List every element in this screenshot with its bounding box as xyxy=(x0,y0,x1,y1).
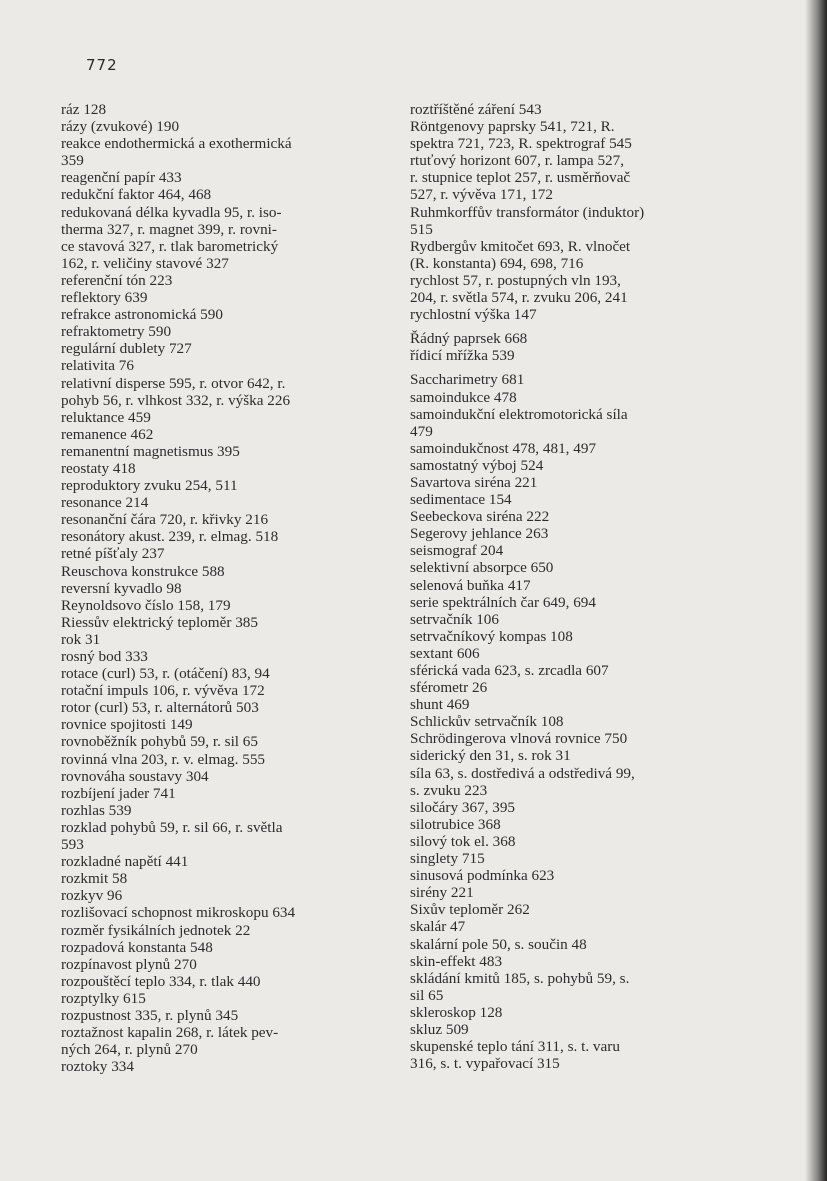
index-entry xyxy=(410,1038,734,1072)
index-entry xyxy=(61,819,381,853)
index-entry-line: rok 31 xyxy=(61,630,101,648)
index-entry-line: skalární pole 50, s. součin 48 xyxy=(410,935,587,953)
index-entry-line: samostatný výboj 524 xyxy=(410,456,544,474)
index-entry xyxy=(410,696,734,713)
index-entry-line: siločáry 367, 395 xyxy=(410,798,516,816)
index-entry-line: s. zvuku 223 xyxy=(410,781,488,799)
index-entry xyxy=(410,628,734,645)
index-entry xyxy=(410,559,734,576)
index-entry-line: rozkmit 58 xyxy=(61,870,128,888)
index-entry xyxy=(410,1021,734,1038)
index-entry-line: řídicí mřížka 539 xyxy=(410,347,515,365)
letter-section-gap xyxy=(410,364,734,371)
index-entry xyxy=(410,713,734,730)
index-entry xyxy=(410,918,734,935)
index-entry xyxy=(410,594,734,611)
page-number: 772 xyxy=(86,56,118,74)
index-entry xyxy=(61,357,381,374)
index-entry xyxy=(61,511,381,528)
index-entry-line: rozpadová konstanta 548 xyxy=(61,938,213,956)
index-entry-line: ných 264, r. plynů 270 xyxy=(61,1041,198,1059)
index-entry-line: seismograf 204 xyxy=(410,542,504,560)
index-entry-line: setrvačník 106 xyxy=(410,610,499,628)
index-entry xyxy=(410,936,734,953)
index-entry xyxy=(61,204,381,272)
index-entry-line: ráz 128 xyxy=(61,101,107,118)
index-entry xyxy=(410,101,734,118)
index-entry-line: skin-effekt 483 xyxy=(410,952,503,970)
index-entry-line: ce stavová 327, r. tlak barometrický xyxy=(61,237,279,255)
index-entry xyxy=(61,614,381,631)
index-entry xyxy=(410,799,734,816)
index-entry-line: regulární dublety 727 xyxy=(61,340,192,358)
index-entry-line: 162, r. veličiny stavové 327 xyxy=(61,254,229,272)
index-entry-line: 359 xyxy=(61,152,84,170)
index-entry xyxy=(61,101,381,118)
index-entry xyxy=(410,1004,734,1021)
index-entry-line: 515 xyxy=(410,220,433,238)
index-entry-line: Saccharimetry 681 xyxy=(410,371,525,389)
index-entry-line: sirény 221 xyxy=(410,884,474,902)
index-entry xyxy=(410,118,734,152)
index-entry-line: rozpouštěcí teplo 334, r. tlak 440 xyxy=(61,972,261,990)
index-entry-line: resonátory akust. 239, r. elmag. 518 xyxy=(61,528,279,546)
index-entry xyxy=(410,970,734,1004)
index-entry xyxy=(61,563,381,580)
index-entry xyxy=(61,853,381,870)
index-entry xyxy=(61,665,381,682)
index-entry xyxy=(410,867,734,884)
index-entry-line: sil 65 xyxy=(410,986,444,1004)
index-entry-line: samoindukční elektromotorická síla xyxy=(410,405,628,423)
index-entry-line: reflektory 639 xyxy=(61,289,148,307)
index-entry xyxy=(61,648,381,665)
index-entry xyxy=(410,306,734,323)
index-entry-line: singlety 715 xyxy=(410,850,485,868)
index-entry-line: rychlost 57, r. postupných vln 193, xyxy=(410,271,621,289)
index-entry-line: rázy (zvukové) 190 xyxy=(61,118,180,136)
index-entry xyxy=(410,953,734,970)
index-entry-line: rotační impuls 106, r. vývěva 172 xyxy=(61,682,265,700)
index-entry xyxy=(410,508,734,525)
index-entry xyxy=(61,631,381,648)
index-entry-line: silový tok el. 368 xyxy=(410,832,516,850)
index-entry xyxy=(61,186,381,203)
index-entry xyxy=(61,409,381,426)
index-entry xyxy=(61,699,381,716)
index-entry-line: síla 63, s. dostředivá a odstředivá 99, xyxy=(410,764,635,782)
index-entry xyxy=(61,1007,381,1024)
index-entry xyxy=(61,545,381,562)
index-entry xyxy=(61,494,381,511)
index-entry-line: referenční tón 223 xyxy=(61,271,173,289)
index-entry xyxy=(410,730,734,747)
index-entry-line: resonanční čára 720, r. křivky 216 xyxy=(61,511,269,529)
index-entry-line: rozptylky 615 xyxy=(61,989,146,1007)
index-entry-line: refraktometry 590 xyxy=(61,323,172,341)
index-entry-line: rovnoběžník pohybů 59, r. sil 65 xyxy=(61,733,258,751)
index-entry xyxy=(61,375,381,409)
index-entry-line: redukční faktor 464, 468 xyxy=(61,186,212,204)
index-entry xyxy=(61,289,381,306)
index-entry-line: siderický den 31, s. rok 31 xyxy=(410,747,571,765)
index-entry-line: Schlickův setrvačník 108 xyxy=(410,713,564,731)
index-entry-line: 479 xyxy=(410,422,433,440)
index-entry-line: skupenské teplo tání 311, s. t. varu xyxy=(410,1038,620,1056)
index-entry xyxy=(61,580,381,597)
index-entry xyxy=(61,460,381,477)
index-entry-line: relativní disperse 595, r. otvor 642, r. xyxy=(61,374,286,392)
index-entry xyxy=(61,426,381,443)
index-entry-line: reproduktory zvuku 254, 511 xyxy=(61,477,238,495)
index-entry-line: rozměr fysikálních jednotek 22 xyxy=(61,921,251,939)
index-entry xyxy=(410,747,734,764)
index-entry-line: setrvačníkový kompas 108 xyxy=(410,627,573,645)
index-entry-line: Sixův teploměr 262 xyxy=(410,901,530,919)
index-entry-line: Savartova siréna 221 xyxy=(410,473,538,491)
index-entry-line: rozpustnost 335, r. plynů 345 xyxy=(61,1006,239,1024)
index-entry-line: relativita 76 xyxy=(61,357,134,375)
index-entry xyxy=(61,956,381,973)
index-entry-line: samoindukce 478 xyxy=(410,388,517,406)
index-entry-line: rozbíjení jader 741 xyxy=(61,784,176,802)
index-entry xyxy=(410,850,734,867)
index-entry xyxy=(410,525,734,542)
index-entry-line: skalár 47 xyxy=(410,918,466,936)
index-entry xyxy=(410,611,734,628)
index-entry-line: rozkladné napětí 441 xyxy=(61,853,189,871)
index-entry-line: pohyb 56, r. vlhkost 332, r. výška 226 xyxy=(61,391,291,409)
index-entry xyxy=(61,528,381,545)
index-entry-line: Řádný paprsek 668 xyxy=(410,330,528,348)
index-entry xyxy=(61,306,381,323)
index-entry-line: remanence 462 xyxy=(61,425,154,443)
index-entry xyxy=(61,443,381,460)
index-entry-line: Röntgenovy paprsky 541, 721, R. xyxy=(410,118,615,136)
index-entry-line: shunt 469 xyxy=(410,696,470,714)
index-entry xyxy=(410,238,734,272)
index-entry-line: samoindukčnost 478, 481, 497 xyxy=(410,439,597,457)
index-entry xyxy=(61,904,381,921)
index-entry-line: Schrödingerova vlnová rovnice 750 xyxy=(410,730,628,748)
index-entry-line: r. stupnice teplot 257, r. usměrňovač xyxy=(410,169,631,187)
index-entry xyxy=(61,118,381,135)
index-entry xyxy=(61,135,381,169)
index-entry xyxy=(61,939,381,956)
index-entry xyxy=(410,347,734,364)
index-entry-line: skleroskop 128 xyxy=(410,1003,503,1021)
index-entry xyxy=(61,768,381,785)
index-entry xyxy=(410,765,734,799)
index-entry xyxy=(61,682,381,699)
index-entry-line: rotor (curl) 53, r. alternátorů 503 xyxy=(61,699,259,717)
index-entry xyxy=(410,152,734,203)
index-entry xyxy=(410,645,734,662)
index-entry-line: Riessův elektrický teploměr 385 xyxy=(61,613,258,631)
index-column-left xyxy=(61,101,381,1075)
index-entry-line: remanentní magnetismus 395 xyxy=(61,442,240,460)
index-entry xyxy=(61,477,381,494)
index-entry-line: reversní kyvadlo 98 xyxy=(61,579,182,597)
index-entry xyxy=(61,802,381,819)
index-entry xyxy=(61,887,381,904)
index-entry xyxy=(410,474,734,491)
index-entry xyxy=(61,990,381,1007)
index-entry xyxy=(410,389,734,406)
index-entry-line: retné píšťaly 237 xyxy=(61,545,165,563)
index-entry-line: Seebeckova siréna 222 xyxy=(410,508,550,526)
index-entry-line: reakce endothermická a exothermická xyxy=(61,135,292,153)
index-entry-line: serie spektrálních čar 649, 694 xyxy=(410,593,596,611)
index-entry-line: rozhlas 539 xyxy=(61,801,132,819)
index-entry xyxy=(410,816,734,833)
index-entry xyxy=(410,272,734,306)
index-entry xyxy=(61,870,381,887)
index-entry xyxy=(61,973,381,990)
index-entry xyxy=(61,340,381,357)
index-entry-line: 593 xyxy=(61,836,84,854)
index-entry-line: reagenční papír 433 xyxy=(61,169,182,187)
index-entry xyxy=(410,901,734,918)
index-entry xyxy=(61,1058,381,1075)
index-entry-line: 527, r. vývěva 171, 172 xyxy=(410,186,553,204)
index-entry-line: sférická vada 623, s. zrcadla 607 xyxy=(410,662,609,679)
index-entry xyxy=(410,406,734,440)
index-entry xyxy=(410,884,734,901)
index-entry-line: rozlišovací schopnost mikroskopu 634 xyxy=(61,904,296,922)
index-entry-line: sférometr 26 xyxy=(410,679,488,697)
index-entry-line: Rydbergův kmitočet 693, R. vlnočet xyxy=(410,237,631,255)
index-entry xyxy=(61,323,381,340)
index-entry-line: silotrubice 368 xyxy=(410,815,501,833)
index-entry-line: sinusová podmínka 623 xyxy=(410,867,555,885)
index-entry xyxy=(61,922,381,939)
index-entry-line: roztažnost kapalin 268, r. látek pev- xyxy=(61,1024,279,1042)
index-entry-line: roztříštěné záření 543 xyxy=(410,101,542,118)
index-entry-line: Ruhmkorffův transformátor (induktor) xyxy=(410,203,645,221)
index-entry xyxy=(410,833,734,850)
index-entry-line: rychlostní výška 147 xyxy=(410,306,537,324)
index-entry-line: refrakce astronomická 590 xyxy=(61,306,223,324)
index-entry-line: rosný bod 333 xyxy=(61,648,148,665)
index-column-right xyxy=(410,101,734,1072)
index-entry-line: reluktance 459 xyxy=(61,408,151,426)
index-entry xyxy=(410,371,734,388)
index-entry-line: skluz 509 xyxy=(410,1020,469,1038)
index-entry-line: rozpínavost plynů 270 xyxy=(61,955,197,973)
index-entry-line: skládání kmitů 185, s. pohybů 59, s. xyxy=(410,969,630,987)
index-entry-line: sextant 606 xyxy=(410,644,480,662)
index-entry-line: Reynoldsovo číslo 158, 179 xyxy=(61,596,231,614)
page-spine-shadow xyxy=(805,0,827,1181)
index-entry xyxy=(61,785,381,802)
index-entry-line: rotace (curl) 53, r. (otáčení) 83, 94 xyxy=(61,665,270,683)
index-entry xyxy=(61,733,381,750)
index-entry xyxy=(61,1024,381,1058)
index-entry-line: rovnováha soustavy 304 xyxy=(61,767,209,785)
index-entry-line: resonance 214 xyxy=(61,494,149,512)
index-entry-line: selenová buňka 417 xyxy=(410,576,531,594)
index-entry xyxy=(410,204,734,238)
index-entry-line: rozkyv 96 xyxy=(61,887,123,905)
index-entry xyxy=(61,169,381,186)
index-entry-line: rozklad pohybů 59, r. sil 66, r. světla xyxy=(61,818,283,836)
index-entry-line: reostaty 418 xyxy=(61,459,136,477)
index-entry xyxy=(61,751,381,768)
index-entry xyxy=(410,662,734,679)
index-entry-line: sedimentace 154 xyxy=(410,491,512,509)
index-entry xyxy=(410,577,734,594)
index-entry-line: redukovaná délka kyvadla 95, r. iso- xyxy=(61,203,282,221)
index-entry-line: rovnice spojitosti 149 xyxy=(61,716,193,734)
index-entry-line: 204, r. světla 574, r. zvuku 206, 241 xyxy=(410,289,628,307)
index-entry-line: therma 327, r. magnet 399, r. rovni- xyxy=(61,220,277,238)
index-entry xyxy=(410,491,734,508)
index-entry xyxy=(410,457,734,474)
index-entry-line: roztoky 334 xyxy=(61,1058,134,1076)
index-entry-line: Reuschova konstrukce 588 xyxy=(61,562,225,580)
index-entry xyxy=(410,679,734,696)
index-entry-line: rovinná vlna 203, r. v. elmag. 555 xyxy=(61,750,266,768)
index-entry-line: (R. konstanta) 694, 698, 716 xyxy=(410,254,584,272)
index-entry xyxy=(410,440,734,457)
index-entry xyxy=(61,597,381,614)
index-entry-line: Segerovy jehlance 263 xyxy=(410,525,549,543)
index-entry-line: spektra 721, 723, R. spektrograf 545 xyxy=(410,135,632,153)
index-entry xyxy=(61,272,381,289)
letter-section-gap xyxy=(410,323,734,330)
index-entry xyxy=(410,542,734,559)
index-entry-line: rtuťový horizont 607, r. lampa 527, xyxy=(410,152,625,170)
index-entry-line: selektivní absorpce 650 xyxy=(410,559,554,577)
index-entry xyxy=(410,330,734,347)
index-entry xyxy=(61,716,381,733)
index-entry-line: 316, s. t. vypařovací 315 xyxy=(410,1055,560,1073)
